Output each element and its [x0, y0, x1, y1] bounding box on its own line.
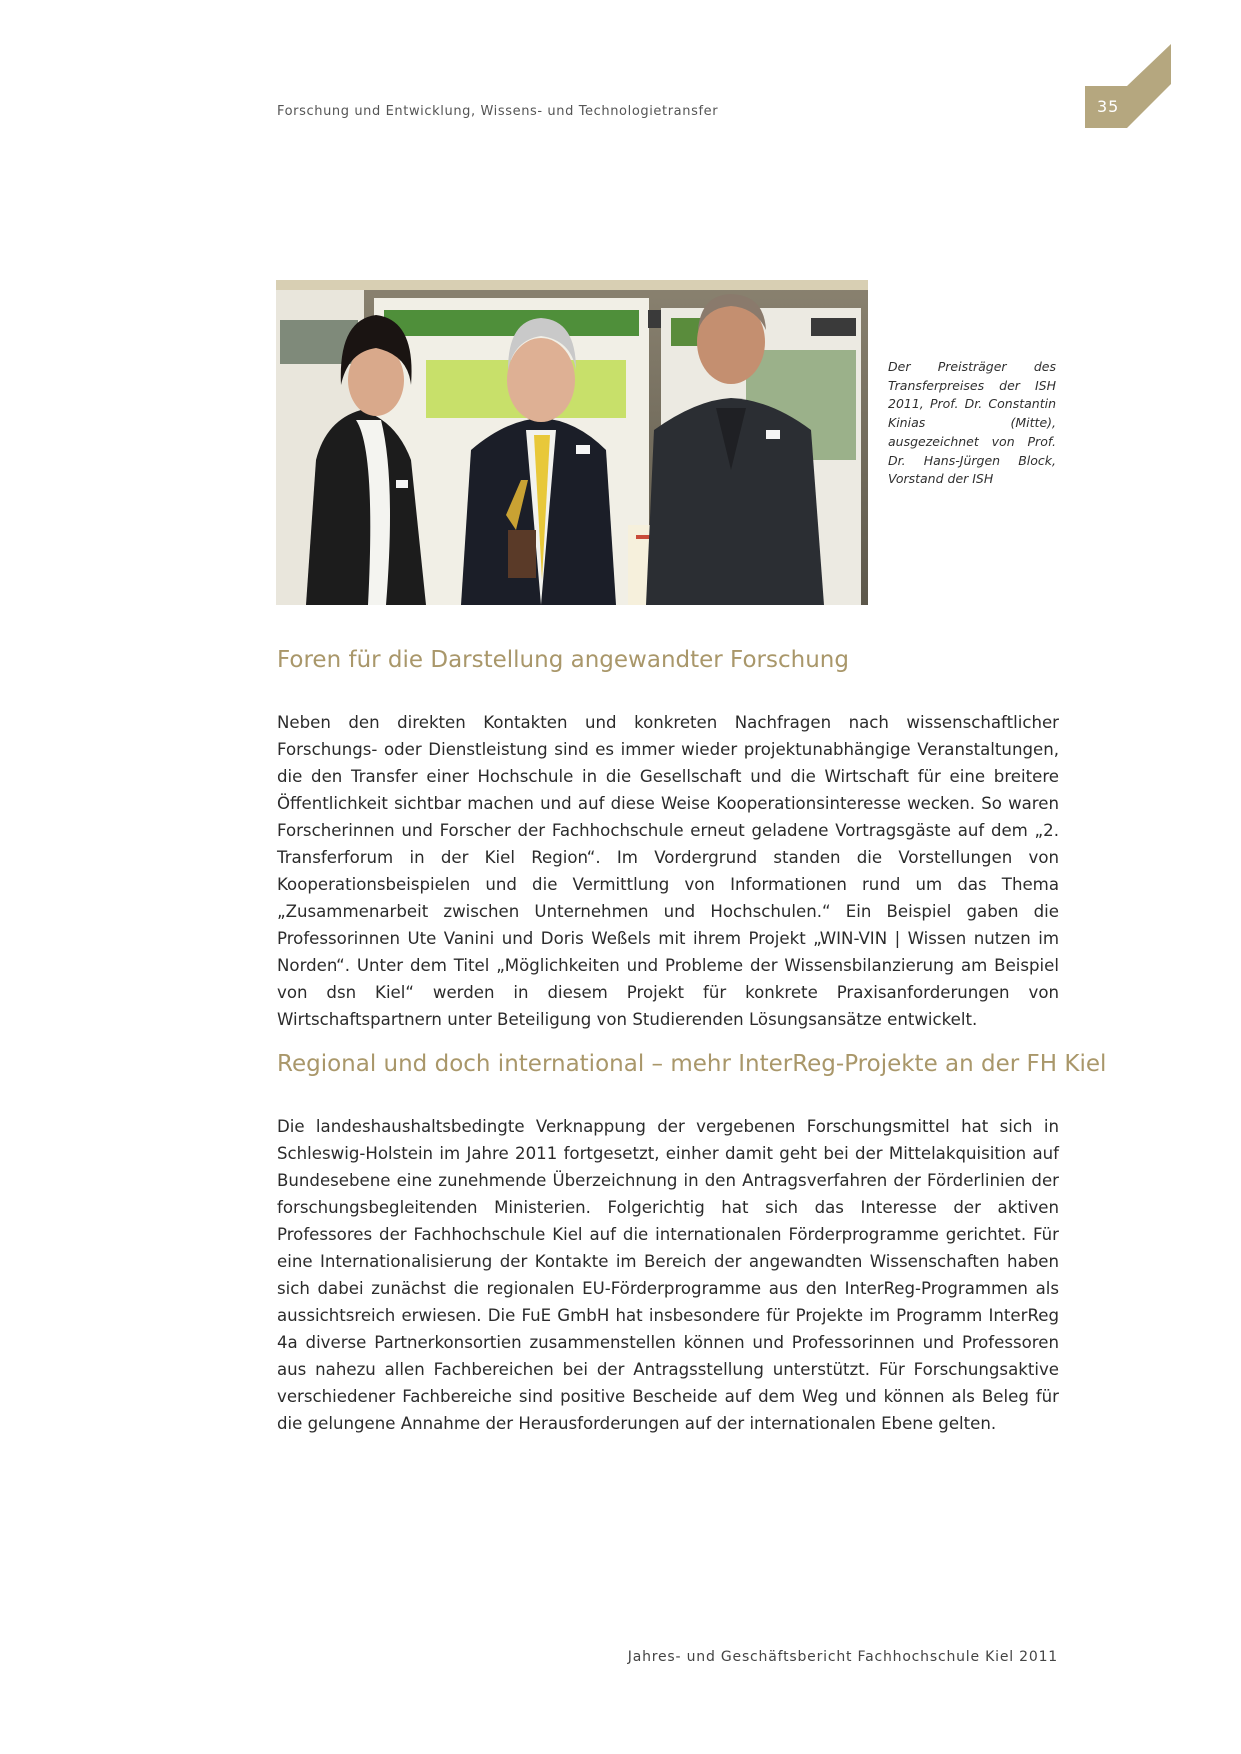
photo-caption: Der Preisträger des Transferpreises der ISH 2011, Prof. Dr. Constantin Kinias (Mitte), ausgezeichnet von Prof. Dr. Hans-Jürgen Block, Vorstand der ISH	[888, 359, 1056, 487]
footer-report-title: Jahres- und Geschäftsbericht Fachhochschule Kiel 2011	[627, 1649, 1058, 1665]
section-heading-forums: Foren für die Darstellung angewandter Forschung	[277, 647, 849, 673]
award-photo	[276, 280, 868, 605]
running-title: Forschung und Entwicklung, Wissens- und Technologietransfer	[277, 104, 719, 119]
page-number: 35	[1097, 97, 1120, 116]
section-text-interreg: Die landeshaushaltsbedingte Verknappung der vergebenen Forschungsmittel hat sich in Schleswig-Holstein im Jahre 2011 fortgesetzt, einher damit geht bei der Mittelakquisition auf Bundesebene eine zunehmende Überzeichnung in den Antragsverfahren der Förderlinien der forschungsbegleitenden Ministerien. Folgerichtig hat sich das Interesse der aktiven Professores der Fachhochschule Kiel auf die internationalen Förderprogramme gerichtet. Für eine Internationalisierung der Kontakte im Bereich der angewandten Wissenschaften haben sich dabei zunächst die regionalen EU-Förderprogramme aus den InterReg-Programmen als aussichtsreich erwiesen. Die FuE GmbH hat insbesondere für Projekte im Programm InterReg 4a diverse Partnerkonsortien zusammenstellen können und Professorinnen und Professoren aus nahezu allen Fachbereichen bei der Antragsstellung unterstützt. Für Forschungsaktive verschiedener Fachbereiche sind positive Bescheide auf dem Weg und können als Beleg für die gelungene Annahme der Herausforderungen auf der internationalen Ebene gelten.	[277, 1117, 1059, 1433]
section-text-forums: Neben den direkten Kontakten und konkreten Nachfragen nach wissenschaftlicher Forschungs- oder Dienstleistung sind es immer wieder projektunabhängige Veranstaltungen, die den Transfer einer Hochschule in die Gesellschaft und die Wirtschaft für eine breitere Öffentlichkeit sichtbar machen und auf diese Weise Kooperationsinteresse wecken. So waren Forscherinnen und Forscher der Fachhochschule erneut geladene Vortragsgäste auf dem „2. Transferforum in der Kiel Region“. Im Vordergrund standen die Vorstellungen von Kooperationsbeispielen und die Vermittlung von Informationen rund um das Thema „Zusammenarbeit zwischen Unternehmen und Hochschulen.“ Ein Beispiel gaben die Professorinnen Ute Vanini und Doris Weßels mit ihrem Projekt „WIN-VIN | Wissen nutzen im Norden“. Unter dem Titel „Möglichkeiten und Probleme der Wissensbilanzierung am Beispiel von dsn Kiel“ werden in diesem Projekt für konkrete Praxisanforderungen von Wirtschaftspartnern unter Beteiligung von Studierenden Lösungsansätze entwickelt.	[277, 713, 1059, 1029]
section-heading-interreg: Regional und doch international – mehr InterReg-Projekte an der FH Kiel	[277, 1051, 1107, 1077]
award-photo-illustration	[276, 280, 868, 605]
